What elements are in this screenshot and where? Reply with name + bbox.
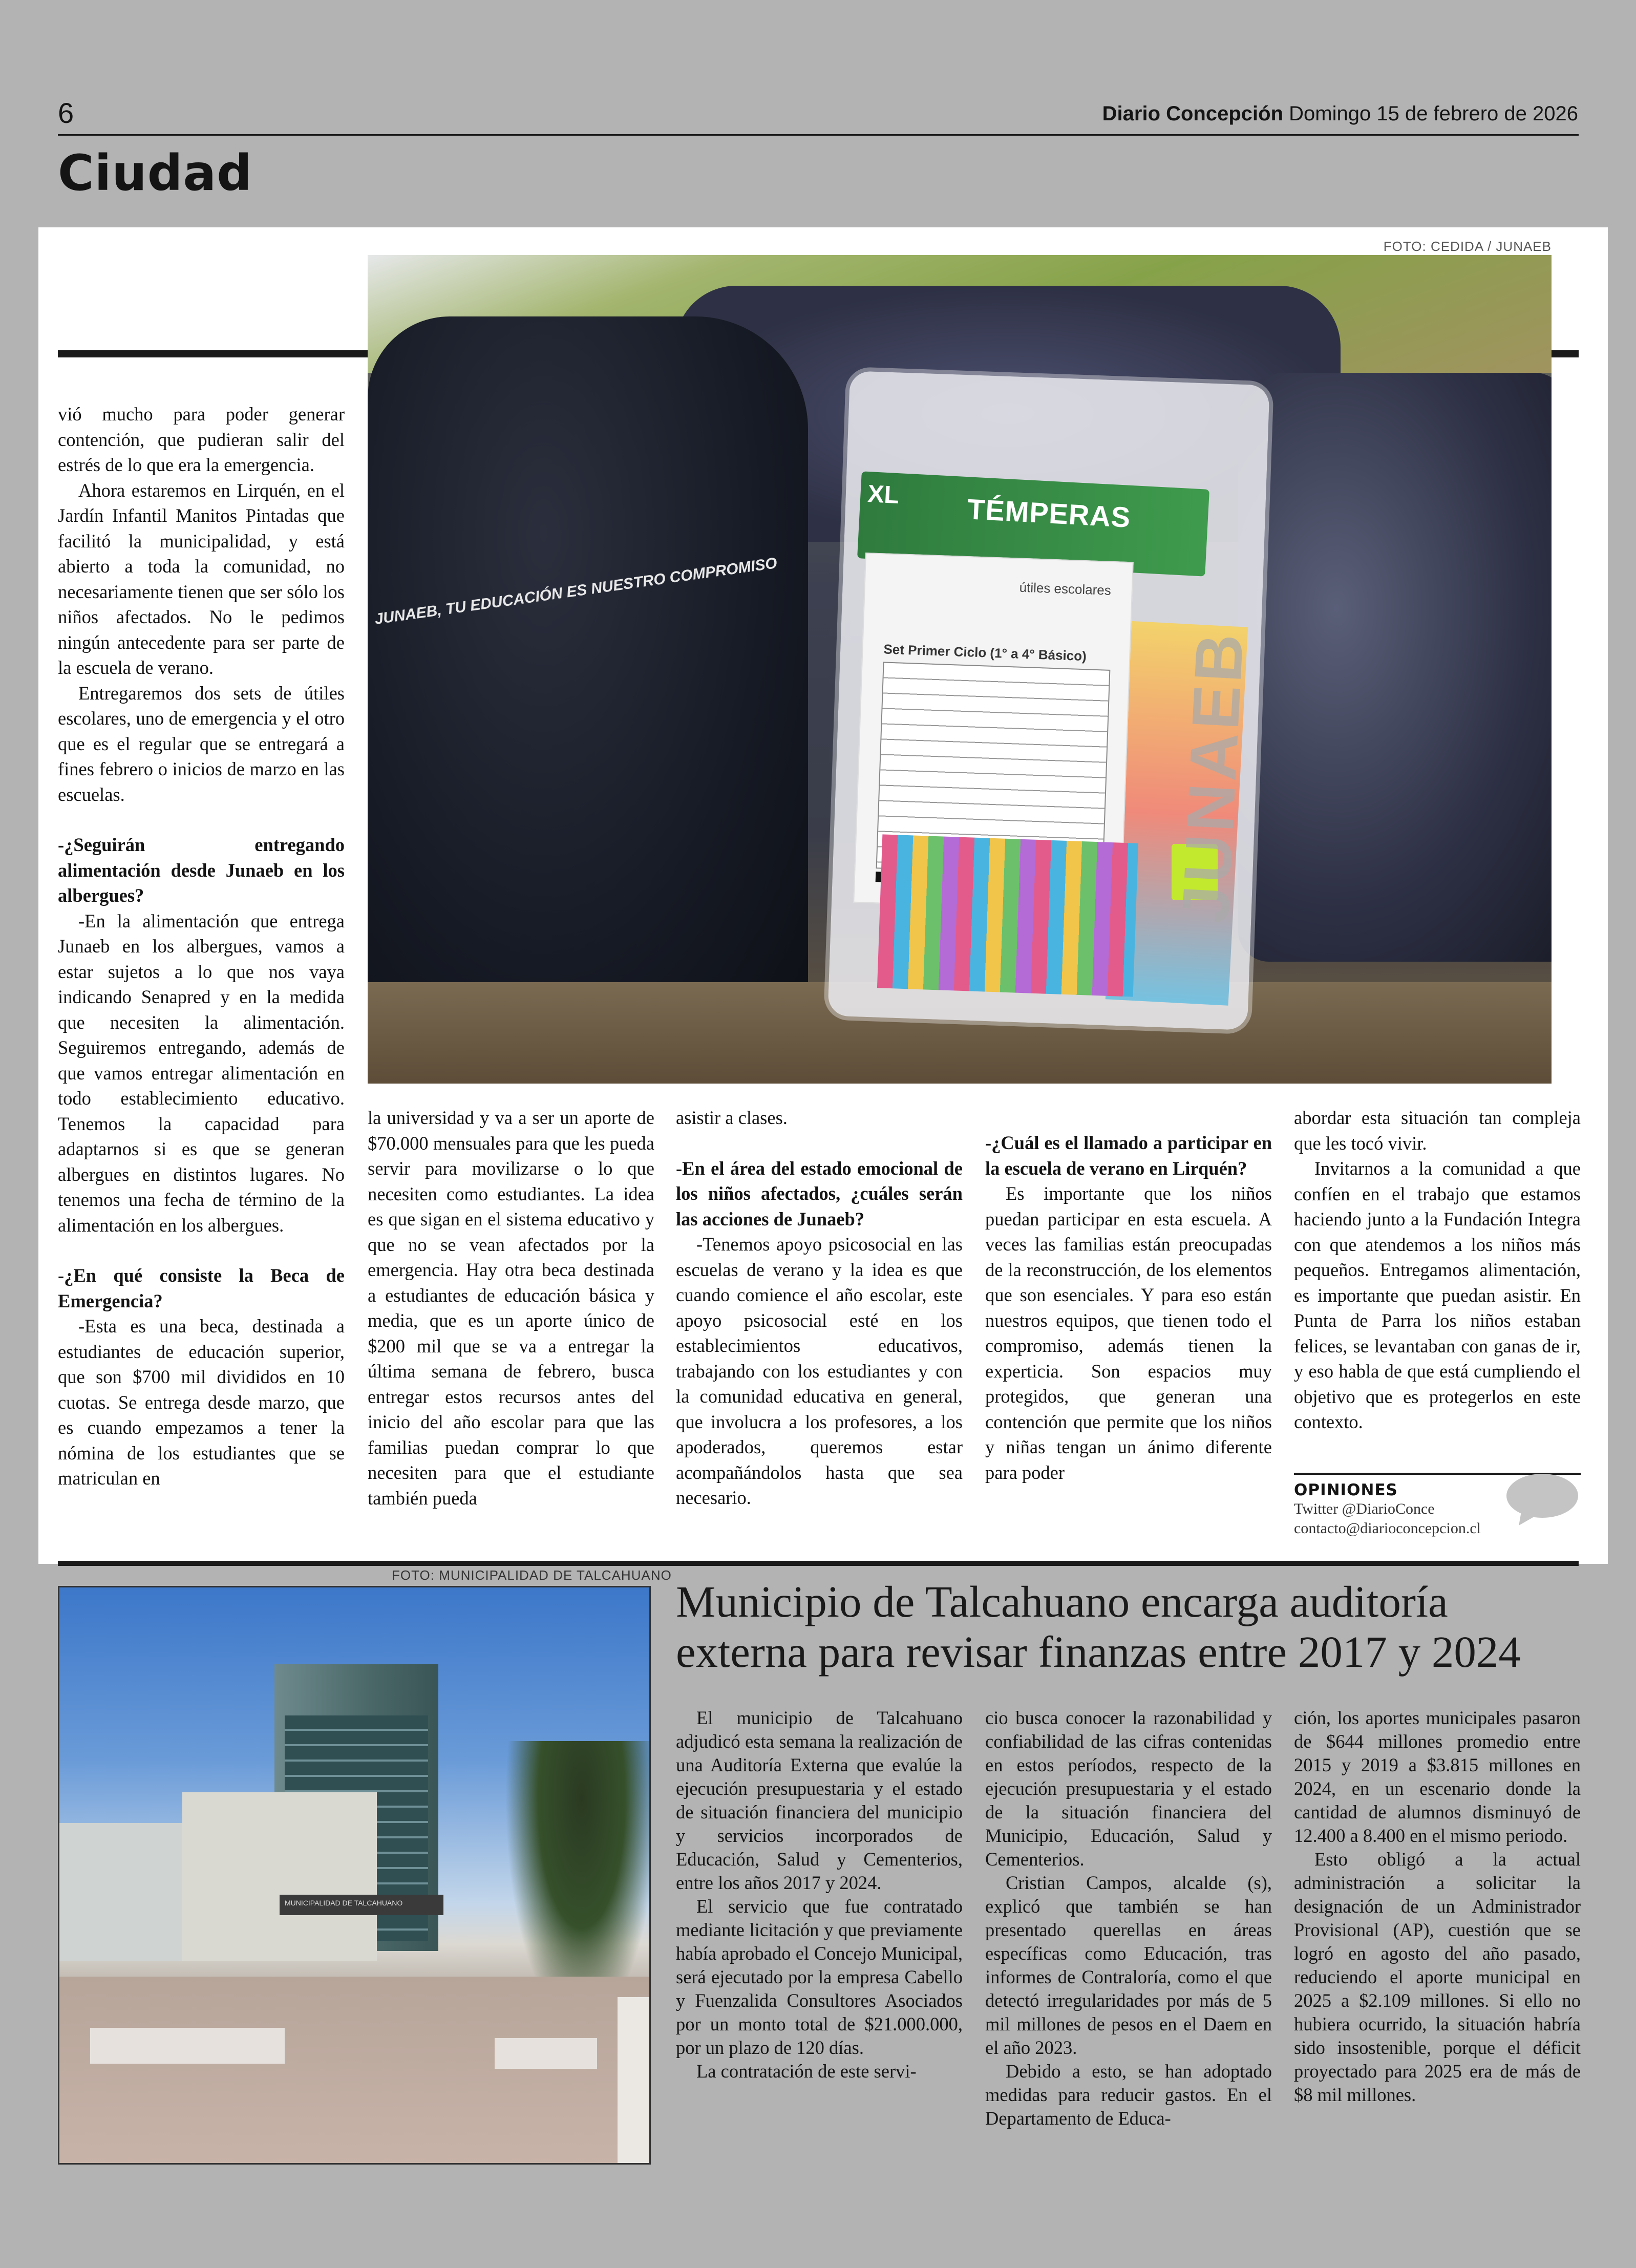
page-number: 6 — [58, 97, 74, 129]
masthead — [1102, 102, 1578, 125]
contact-email: contacto@diarioconcepcion.cl — [1294, 1520, 1481, 1537]
article-headline: Municipio de Talcahuano encarga auditoría externa para revisar finanzas entre 2017 y 2024 — [676, 1577, 1521, 1677]
paragraph: Cristian Campos, alcalde (s), explicó que también se han presentado querellas en áreas específicas como Educación, tras informes de Contraloría, como el que detectó irregularidades por más de 5 mil millones de pesos en el Daem en el año 2023. — [985, 1872, 1272, 2058]
photo-colored-pencils — [877, 834, 1138, 997]
paragraph: la universidad y va a ser un aporte de $70.000 mensuales para que les pueda servir para movilizarse o lo que necesiten como estudiantes. La idea es que sigan en el sistema educativo y que no se vean afectados por la emergencia. Hay otra beca destinada a estudiantes de educación básica y media, que es un aporte único de $200 mil que se va a entregar la última semana de febrero, busca entregar estos recursos antes del inicio del año escolar para que las familias puedan comprar lo que necesiten para que el estudiante también pueda — [368, 1107, 654, 1509]
issue-date: Domingo 15 de febrero de 2026 — [1289, 102, 1578, 125]
photo-credit: FOTO: CEDIDA / JUNAEB — [1383, 239, 1552, 254]
paragraph: asistir a clases. — [676, 1107, 788, 1128]
article1-column-3 — [676, 1105, 963, 1511]
paragraph: La contratación de este servi- — [696, 2061, 917, 2082]
paragraph: Ahora estaremos en Lirquén, en el Jardín Infantil Manitos Pintadas que facilitó la municipalidad, y está abierto a toda la comunidad, no necesariamente tienen que ser sólo los niños afectados. No le pedimos ningún antecedente para ser parte de la escuela de verano. — [58, 479, 345, 678]
photo-credit: FOTO: MUNICIPALIDAD DE TALCAHUANO — [392, 1567, 672, 1583]
article1-column-2 — [368, 1105, 654, 1511]
photo-building-block — [182, 1792, 377, 1961]
paragraph: Debido a esto, se han adoptado medidas para reducir gastos. En el Departamento de Educa- — [985, 2061, 1272, 2129]
interview-question: -¿Seguirán entregando alimentación desde Junaeb en los albergues? — [58, 834, 345, 906]
photo-building-wing — [59, 1823, 193, 1961]
article-divider-rule — [58, 1561, 1579, 1566]
opiniones-title: OPINIONES — [1294, 1481, 1398, 1499]
paragraph: abordar esta situación tan compleja que les tocó vivir. — [1294, 1107, 1581, 1154]
interview-question: -En el área del estado emocional de los niños afectados, ¿cuáles serán las acciones de Junaeb? — [676, 1157, 963, 1230]
photo-pillar — [618, 1997, 651, 2165]
photo-plaza — [59, 1977, 649, 2165]
paragraph: Invitarnos a la comunidad a que confíen en el trabajo que estamos haciendo junto a la Fundación Integra con que atendemos a los niños más pequeños. Entregamos alimentación, es importante que puedan asistir. En Punta de Parra los niños estaban felices, se levantaban con ganas de ir, y eso habla de que está cumpliendo el objetivo que es protegerlos en este contexto. — [1294, 1158, 1581, 1432]
building-sign-text: MUNICIPALIDAD DE TALCAHUANO — [285, 1899, 403, 1907]
speech-bubble-icon — [1506, 1474, 1578, 1518]
paragraph: Entregaremos dos sets de útiles escolares, uno de emergencia y el otro que es el regular que se entregará a fines febrero o inicios de marzo en las escuelas. — [58, 682, 345, 805]
paragraph: Esto obligó a la actual administración a solicitar la designación de un Administrador Provisional (AP), cuestión que se logró en agosto del año pasado, reduciendo el aporte municipal en 2025 a $2.109 millones. Si ello no hubiera ocurrido, la situación habría sido insostenible, porque el déficit proyectado para 2025 era de más de $8 mil millones. — [1294, 1849, 1581, 2105]
article1-column-4 — [985, 1130, 1272, 1485]
photo-planter — [90, 2028, 285, 2064]
paper-name: Diario Concepción — [1102, 102, 1284, 125]
article2-column-3 — [1294, 1706, 1581, 2107]
checklist-title: Set Primer Ciclo (1° a 4° Básico) — [883, 641, 1087, 664]
tempera-size-label: XL — [867, 480, 900, 510]
tempera-label: TÉMPERAS — [966, 493, 1132, 534]
paragraph: -Tenemos apoyo psicosocial en las escuelas de verano y la idea es que cuando comience el año escolar, este apoyo psicosocial esté en los establecimientos educativos, trabajando con los estudiantes y con la comunidad educativa en general, que involucra a los profesores, a los apoderados, queremos estar acompañándolos hasta que sea necesario. — [676, 1234, 963, 1508]
section-title: Ciudad — [58, 144, 252, 202]
twitter-handle: Twitter @DiarioConce — [1294, 1500, 1435, 1517]
paragraph: cio busca conocer la razonabilidad y confiabilidad de las cifras contenidas en estos períodos, respecto de la ejecución presupuestaria y el estado de la situación financiera del Municipio, Educación, Salud y Cementerios. — [985, 1707, 1272, 1870]
paragraph: ción, los aportes municipales pasaron de $644 millones promedio entre 2015 y 2019 a $3.815 millones en 2024, en un escenario donde la cantidad de alumnos disminuyó de 12.400 a 8.400 en el mismo periodo. — [1294, 1707, 1581, 1846]
article2-column-1 — [676, 1706, 963, 2083]
municipal-building-photo — [58, 1586, 651, 2165]
junaeb-watermark: JUNAEB — [1167, 629, 1258, 925]
backpack-slogan: JUNAEB, TU EDUCACIÓN ES NUESTRO COMPROMISO — [373, 554, 778, 628]
article1-column-5 — [1294, 1105, 1581, 1435]
article1-column-1 — [58, 401, 345, 1491]
interview-question: -¿Cuál es el llamado a participar en la escuela de verano en Lirquén? — [985, 1132, 1272, 1179]
photo-planter — [495, 2038, 597, 2069]
column-rule-right — [1552, 350, 1579, 357]
photo-backpack-right — [1238, 373, 1552, 962]
paragraph: vió mucho para poder generar contención, que pudieran salir del estrés de lo que era la emergencia. — [58, 404, 345, 475]
interview-question: -¿En qué consiste la Beca de Emergencia? — [58, 1265, 345, 1311]
paragraph: -Esta es una beca, destinada a estudiantes de educación superior, que son $700 mil divididos en 10 cuotas. Se entrega desde marzo, que es cuando empezamos a tener la nómina de los estudiantes que se matriculan en — [58, 1316, 345, 1489]
photo-backpack-left — [368, 316, 808, 1044]
paragraph: El servicio que fue contratado mediante licitación y que previamente había aprobado el Concejo Municipal, será ejecutado por la empresa Cabello y Fuenzalida Consultores Asociados por un monto total de $21.000.000, por un plazo de 120 días. — [676, 1896, 963, 2058]
paragraph: El municipio de Talcahuano adjudicó esta semana la realización de una Auditoría Externa que evalúe la ejecución presupuestaria y el estado de situación financiera del municipio y servicios incorporados de Educación, Salud y Cementerios, entre los años 2017 y 2024. — [676, 1707, 963, 1893]
checklist-brand: útiles escolares — [1019, 579, 1112, 598]
paragraph: -En la alimentación que entrega Junaeb en los albergues, vamos a estar sujetos a lo que nos vaya indicando Senapred y en la medida que necesiten la alimentación. Seguiremos entregando, además de que vamos entregar alimentación en todo establecimiento educativo. Tenemos la capacidad para adaptarnos si es que se generan albergues en distintos lugares. No tenemos una fecha de término de la alimentación en los albergues. — [58, 910, 345, 1236]
school-supplies-photo — [368, 255, 1552, 1084]
header-rule — [58, 134, 1579, 136]
article2-column-2 — [985, 1706, 1272, 2130]
column-rule-left — [58, 350, 368, 357]
paragraph: Es importante que los niños puedan participar en esta escuela. A veces las familias están preocupadas de la reconstrucción, de los elementos que son esenciales. Y para eso están nuestros equipos, que tienen todo el compromiso, además tienen la experticia. Son espacios muy protegidos, que generan una contención que permite que los niños y niñas tengan un ánimo diferente para poder — [985, 1183, 1272, 1483]
